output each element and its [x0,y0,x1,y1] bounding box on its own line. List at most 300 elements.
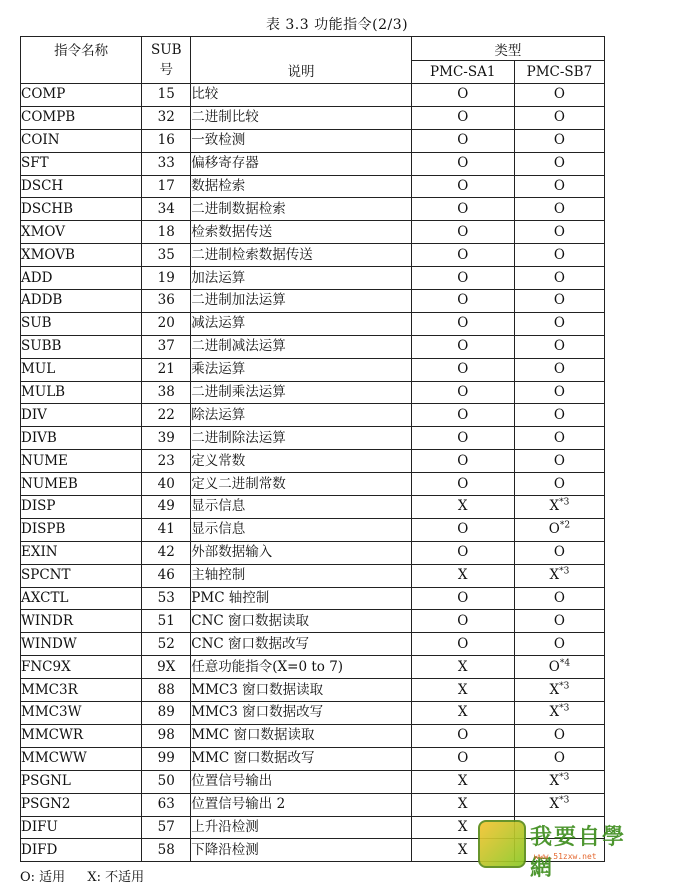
description [191,793,411,816]
pmc-sa1-value-text: X [457,658,468,675]
pmc-sb7-value [514,496,604,519]
pmc-sa1-value-text: X [457,681,468,698]
instruction-name [21,816,142,839]
description [191,564,411,587]
sub-number-text: 20 [157,315,175,332]
description [191,267,411,290]
pmc-sa1-value [411,656,514,679]
pmc-sa1-value-text: O [457,269,469,286]
sub-number-text: 40 [157,475,175,492]
pmc-sb7-value-text: O [553,544,565,561]
pmc-sb7-value-text: O [553,406,565,423]
instruction-name-text: MMC3R [21,681,78,698]
sub-number-text: 18 [157,223,175,240]
table-row [21,290,605,313]
pmc-sb7-value-text: O [553,269,565,286]
pmc-sa1-value [411,312,514,335]
pmc-sa1-value-text: X [457,704,468,721]
table-row [21,633,605,656]
instruction-name-text: COIN [21,132,60,149]
table-row [21,84,605,107]
pmc-sa1-value-text: O [457,155,469,172]
pmc-sb7-value [514,587,604,610]
description [191,404,411,427]
sub-number-text: 33 [157,155,175,172]
pmc-sa1-value [411,198,514,221]
description-text: 外部数据输入 [191,544,273,561]
pmc-sa1-value-text: O [457,315,469,332]
sub-number [142,702,191,725]
table-row [21,152,605,175]
sub-number [142,427,191,450]
description-text: 检索数据传送 [191,223,273,240]
sub-number [142,244,191,267]
table-row [21,747,605,770]
pmc-sa1-value [411,793,514,816]
sub-number [142,381,191,404]
pmc-sb7-value-text: O [553,223,565,240]
instruction-name-text: PSGN2 [21,796,71,813]
description [191,290,411,313]
watermark-text: 我要自學網 [530,825,627,881]
instruction-name-text: SFT [21,155,49,172]
sub-number [142,587,191,610]
instruction-name [21,450,142,473]
table-row [21,312,605,335]
pmc-sb7-value-text: O [553,361,565,378]
instruction-name [21,839,142,862]
sub-number [142,793,191,816]
header-pmc-sb7: PMC-SB7 [514,61,604,84]
instruction-name [21,198,142,221]
instruction-name-text: COMPB [21,109,76,126]
pmc-sa1-value-text: O [457,544,469,561]
pmc-sb7-value-text: O [553,292,565,309]
sub-number-text: 51 [157,612,175,629]
instruction-name [21,358,142,381]
pmc-sb7-value [514,267,604,290]
instruction-name-text: WINDW [21,635,77,652]
description-text: 减法运算 [191,315,246,332]
pmc-sa1-value [411,747,514,770]
pmc-sb7-value [514,427,604,450]
sub-number [142,473,191,496]
instruction-name-text: DIFU [21,818,58,835]
sub-number [142,564,191,587]
description-text: 偏移寄存器 [191,155,259,172]
sub-number-text: 35 [157,246,175,263]
sub-number-text: 58 [157,841,175,858]
pmc-sb7-value [514,175,604,198]
description-text: 二进制比较 [191,109,259,126]
table-row [21,679,605,702]
pmc-sb7-value-text: O [553,590,565,607]
footnote-marker: *3 [559,703,570,714]
description-text: MMC3 窗口数据读取 [191,681,324,698]
pmc-sb7-value [514,335,604,358]
sub-number [142,839,191,862]
table-row [21,106,605,129]
sub-number-text: 15 [157,86,175,103]
description [191,770,411,793]
table-row [21,724,605,747]
pmc-sa1-value-text: O [457,178,469,194]
table-row [21,610,605,633]
pmc-sa1-value [411,679,514,702]
pmc-sb7-value-text: O [553,750,565,767]
description-text: 位置信号输出 [191,773,273,790]
sub-number-text: 16 [157,132,175,149]
watermark-logo-icon [478,820,526,868]
sub-number [142,496,191,519]
description-text: CNC 窗口数据读取 [191,612,310,629]
instruction-name [21,335,142,358]
pmc-sa1-value-text: O [457,223,469,240]
instruction-name-text: XMOVB [21,246,75,263]
description-text: CNC 窗口数据改写 [191,635,310,652]
instruction-name [21,381,142,404]
instruction-name [21,793,142,816]
sub-number-text: 63 [157,796,175,813]
table-row [21,564,605,587]
instruction-name-text: MUL [21,361,56,378]
instruction-name [21,244,142,267]
pmc-sb7-value-text: O [553,612,565,629]
instruction-name [21,221,142,244]
description-text: 任意功能指令(X=0 to 7) [191,658,344,675]
header-name: 指令名称 [21,37,142,84]
instruction-name [21,724,142,747]
pmc-sb7-value [514,518,604,541]
description [191,106,411,129]
pmc-sa1-value [411,496,514,519]
table-row [21,244,605,267]
legend-applicable: O: 适用 [20,870,66,885]
sub-number [142,152,191,175]
table-row [21,473,605,496]
sub-number [142,267,191,290]
description-text: MMC3 窗口数据改写 [191,704,324,721]
table-caption: 表 3.3 功能指令(2/3) [265,17,409,33]
instruction-name [21,541,142,564]
pmc-sa1-value-text: O [457,727,469,744]
table-row [21,267,605,290]
description-text: 下降沿检测 [191,841,259,858]
pmc-sa1-value-text: O [457,384,469,401]
description-text: PMC 轴控制 [191,590,270,607]
instruction-name [21,129,142,152]
sub-number [142,129,191,152]
description [191,656,411,679]
description [191,587,411,610]
instruction-name [21,175,142,198]
sub-number-text: 23 [157,452,175,469]
watermark-url: www.51zxw.net [534,852,597,861]
description-text: 二进制检索数据传送 [191,246,313,263]
pmc-sb7-value-text: O [553,338,565,355]
instruction-name [21,587,142,610]
pmc-sa1-value [411,427,514,450]
instruction-name-text: ADDB [21,292,63,309]
description [191,518,411,541]
table-row [21,793,605,816]
instruction-name [21,267,142,290]
description-text: 比较 [191,86,219,103]
description [191,541,411,564]
pmc-sb7-value-text: O [553,429,565,446]
table-row [21,496,605,519]
pmc-sa1-value-text: O [457,200,469,217]
description [191,358,411,381]
description-text: 二进制数据检索 [191,200,286,217]
description [191,496,411,519]
instruction-name-text: MMCWW [21,750,87,767]
instruction-name [21,747,142,770]
pmc-sa1-value-text: O [457,109,469,126]
sub-number-text: 52 [157,635,175,652]
description [191,198,411,221]
table-row [21,175,605,198]
sub-number-text: 32 [157,109,175,126]
instruction-name-text: DIVB [21,429,57,446]
pmc-sb7-value-text: O [548,658,560,675]
pmc-sa1-value-text: X [457,796,468,813]
pmc-sa1-value-text: O [457,406,469,423]
instruction-name [21,152,142,175]
pmc-sa1-value-text: O [457,590,469,607]
sub-number [142,106,191,129]
description [191,610,411,633]
instruction-name [21,473,142,496]
sub-number-text: 99 [157,750,175,767]
pmc-sb7-value-text: X [549,773,560,790]
table-row [21,427,605,450]
description [191,702,411,725]
sub-number-text: 34 [157,200,175,217]
pmc-sb7-value [514,610,604,633]
description [191,152,411,175]
sub-number [142,610,191,633]
pmc-sb7-value-text: O [553,315,565,332]
pmc-sa1-value-text: O [457,452,469,469]
pmc-sa1-value-text: O [457,475,469,492]
pmc-sb7-value-text: X [549,498,560,515]
sub-number [142,290,191,313]
instruction-name-text: EXIN [21,544,58,561]
description-text: 加法运算 [191,269,246,286]
sub-number-text: 36 [157,292,175,309]
instruction-name [21,633,142,656]
instruction-name-text: NUME [21,452,68,469]
pmc-sb7-value [514,381,604,404]
sub-number [142,679,191,702]
pmc-sa1-value-text: O [457,429,469,446]
instruction-name-text: DISP [21,498,56,515]
pmc-sb7-value-text: O [553,727,565,744]
description-text: 二进制除法运算 [191,429,286,446]
instruction-name-text: MMC3W [21,704,82,721]
instruction-name [21,496,142,519]
pmc-sb7-value-text: O [553,246,565,263]
instruction-name-text: SUBB [21,338,62,355]
footnote-marker: *3 [559,772,570,783]
footnote-marker: *4 [559,658,571,669]
instruction-name-text: XMOV [21,223,66,240]
pmc-sb7-value-text: O [553,178,565,194]
table-row [21,541,605,564]
pmc-sa1-value-text: O [457,246,469,263]
table-row [21,518,605,541]
description-text: 数据检索 [191,178,246,194]
legend-not-applicable: X: 不适用 [87,870,145,885]
description-text: 上升沿检测 [191,818,259,835]
description [191,175,411,198]
instruction-name-text: DSCHB [21,200,74,217]
table-row [21,335,605,358]
instruction-name [21,679,142,702]
pmc-sb7-value [514,129,604,152]
pmc-sa1-value [411,152,514,175]
sub-number-text: 46 [157,567,175,584]
sub-number [142,221,191,244]
sub-number [142,175,191,198]
pmc-sa1-value [411,518,514,541]
table-row [21,404,605,427]
pmc-sb7-value [514,290,604,313]
sub-number [142,450,191,473]
pmc-sb7-value [514,244,604,267]
pmc-sa1-value [411,381,514,404]
instruction-name-text: ADD [21,269,53,286]
sub-number-text: 50 [157,773,175,790]
instruction-name-text: DISPB [21,521,66,538]
pmc-sb7-value [514,450,604,473]
description-text: 显示信息 [191,498,246,515]
sub-number [142,541,191,564]
pmc-sa1-value [411,564,514,587]
pmc-sa1-value [411,450,514,473]
pmc-sa1-value [411,358,514,381]
pmc-sb7-value [514,747,604,770]
description [191,427,411,450]
description-text: 一致检测 [191,132,246,149]
description-text: MMC 窗口数据读取 [191,727,315,744]
table-row [21,358,605,381]
pmc-sb7-value-text: O [553,132,565,149]
pmc-sa1-value [411,335,514,358]
description [191,335,411,358]
description-text: 定义常数 [191,452,246,469]
pmc-sb7-value-text: X [549,796,560,813]
pmc-sa1-value [411,267,514,290]
sub-number-text: 38 [157,384,175,401]
pmc-sb7-value [514,793,604,816]
instruction-name-text: AXCTL [21,590,69,607]
sub-number-text: 89 [157,704,175,721]
pmc-sa1-value [411,541,514,564]
sub-number-text: 37 [157,338,175,355]
instruction-name-text: MULB [21,384,66,401]
instruction-name-text: COMP [21,86,66,103]
instruction-name [21,702,142,725]
instruction-name [21,404,142,427]
pmc-sb7-value [514,564,604,587]
sub-number [142,312,191,335]
instruction-name [21,106,142,129]
instruction-name-text: DIFD [21,841,58,858]
pmc-sa1-value-text: O [457,86,469,103]
instruction-name [21,312,142,335]
table-row [21,450,605,473]
pmc-sb7-value [514,656,604,679]
function-instruction-table [20,36,605,862]
pmc-sa1-value-text: O [457,612,469,629]
footnote-marker: *3 [559,566,570,577]
pmc-sb7-value [514,106,604,129]
sub-number-text: 17 [157,178,175,194]
description-text: 位置信号输出 2 [191,796,286,813]
pmc-sa1-value-text: X [457,773,468,790]
description [191,633,411,656]
pmc-sb7-value [514,358,604,381]
table-row [21,770,605,793]
pmc-sb7-value-text: O [553,452,565,469]
description [191,221,411,244]
pmc-sa1-value [411,175,514,198]
pmc-sb7-value-text: X [549,567,560,584]
pmc-sb7-value [514,724,604,747]
pmc-sa1-value [411,221,514,244]
sub-number-text: 39 [157,429,175,446]
pmc-sa1-value [411,290,514,313]
header-sub [142,37,191,84]
pmc-sa1-value-text: O [457,292,469,309]
instruction-name-text: NUMEB [21,475,78,492]
pmc-sb7-value [514,770,604,793]
pmc-sa1-value [411,84,514,107]
sub-number [142,747,191,770]
description-text: 显示信息 [191,521,246,538]
table-row [21,656,605,679]
table-row [21,381,605,404]
instruction-name-text: MMCWR [21,727,84,744]
pmc-sa1-value-text: O [457,132,469,149]
pmc-sb7-value-text: O [553,109,565,126]
footnote-marker: *3 [559,681,570,692]
footnote-marker: *3 [559,497,570,508]
pmc-sb7-value [514,312,604,335]
instruction-name-text: DSCH [21,178,64,194]
footnote-marker: *3 [559,795,570,806]
pmc-sa1-value [411,404,514,427]
instruction-name-text: WINDR [21,612,74,629]
sub-number [142,724,191,747]
instruction-name [21,290,142,313]
sub-number [142,770,191,793]
description [191,724,411,747]
table-row [21,198,605,221]
instruction-name [21,564,142,587]
watermark [478,818,646,881]
description [191,473,411,496]
pmc-sb7-value-text: X [549,704,560,721]
pmc-sa1-value-text: O [457,635,469,652]
pmc-sa1-value-text: X [457,841,468,858]
pmc-sa1-value [411,633,514,656]
description-text: 定义二进制常数 [191,475,286,492]
pmc-sb7-value [514,221,604,244]
pmc-sa1-value-text: O [457,521,469,538]
